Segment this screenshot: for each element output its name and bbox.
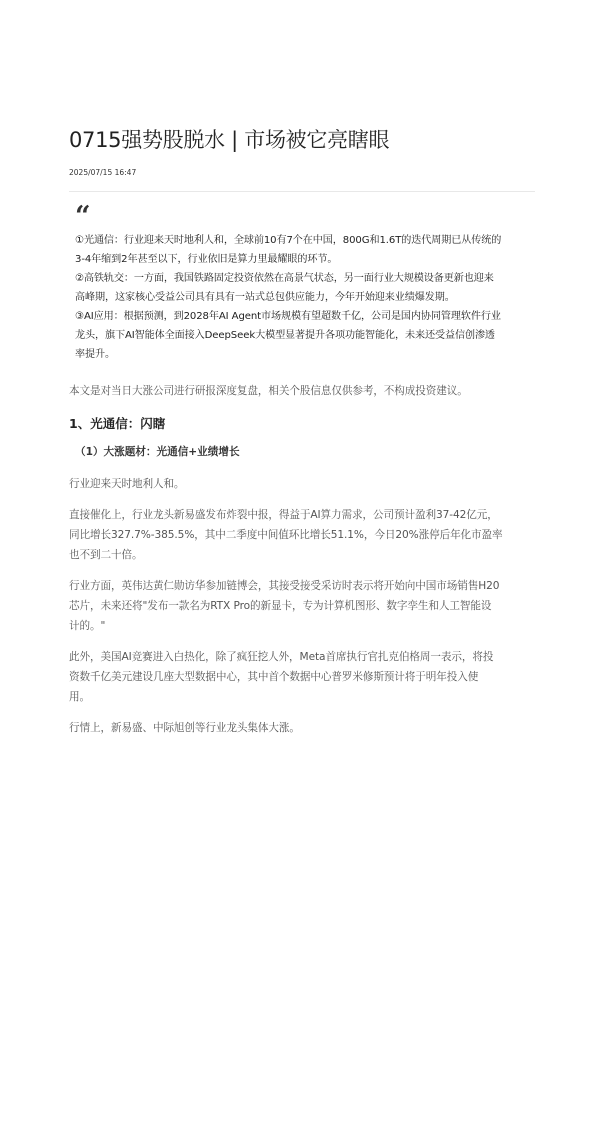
paragraph-line: 计的。" (69, 620, 106, 632)
quote-mark-icon: “ (75, 201, 91, 232)
paragraph-line: 此外，美国AI竞赛进入白热化，除了疯狂挖人外，Meta首席执行官扎克伯格周一表示，将投 (69, 651, 494, 663)
paragraph-line: 直接催化上，行业龙头新易盛发布炸裂中报，得益于AI算力需求，公司预计盈利37-42亿元， (69, 509, 498, 521)
summary-quote (69, 201, 537, 364)
quote-line: ③AI应用：根据预测，到2028年AI Agent市场规模有望超数千亿，公司是国内协同管理软件行业 (75, 311, 501, 322)
quote-line: ①光通信：行业迎来天时地利人和，全球前10有7个在中国，800G和1.6T的迭代周期已从传统的 (75, 235, 502, 246)
quote-line: 3-4年缩到2年甚至以下，行业依旧是算力里最耀眼的环节。 (75, 254, 338, 265)
paragraph (69, 647, 537, 707)
paragraph-line: 行业方面，英伟达黄仁勋访华参加链博会，其接受接受采访时表示将开始向中国市场销售H20 (69, 580, 500, 592)
article-title: 0715强势股脱水 | 市场被它亮瞎眼 (69, 128, 390, 152)
quote-line: 龙头，旗下AI智能体全面接入DeepSeek大模型显著提升各项功能智能化，未来还受益信创渗透 (75, 330, 495, 341)
paragraph: 行情上，新易盛、中际旭创等行业龙头集体大涨。 (69, 722, 300, 734)
article (69, 122, 537, 738)
paragraph-line: 也不到二十倍。 (69, 549, 143, 561)
paragraph-line: 同比增长327.7%-385.5%，其中二季度中间值环比增长51.1%，今日20%涨停后年化市盈率 (69, 529, 503, 541)
section-subheading: （1）大涨题材：光通信+业绩增长 (75, 446, 240, 458)
quote-line: ②高铁轨交：一方面，我国铁路固定投资依然在高景气状态，另一面行业大规模设备更新也迎来 (75, 273, 494, 284)
disclaimer: 本文是对当日大涨公司进行研报深度复盘，相关个股信息仅供参考，不构成投资建议。 (69, 385, 468, 397)
paragraph-line: 用。 (69, 691, 90, 703)
paragraph (69, 576, 537, 636)
paragraph (69, 505, 537, 565)
paragraph-line: 芯片，未来还将"发布一款名为RTX Pro的新显卡，专为计算机图形、数字孪生和人工智能设 (69, 600, 492, 612)
quote-line: 率提升。 (75, 349, 115, 360)
divider (69, 191, 535, 192)
section-heading: 1、光通信：闪瞎 (69, 416, 166, 431)
paragraph-line: 资数千亿美元建设几座大型数据中心，其中首个数据中心普罗米修斯预计将于明年投入使 (69, 671, 479, 683)
paragraph: 行业迎来天时地利人和。 (69, 478, 185, 490)
publish-date: 2025/07/15 16:47 (69, 168, 137, 177)
quote-line: 高峰期，这家核心受益公司具有具有一站式总包供应能力，今年开始迎来业绩爆发期。 (75, 292, 455, 303)
